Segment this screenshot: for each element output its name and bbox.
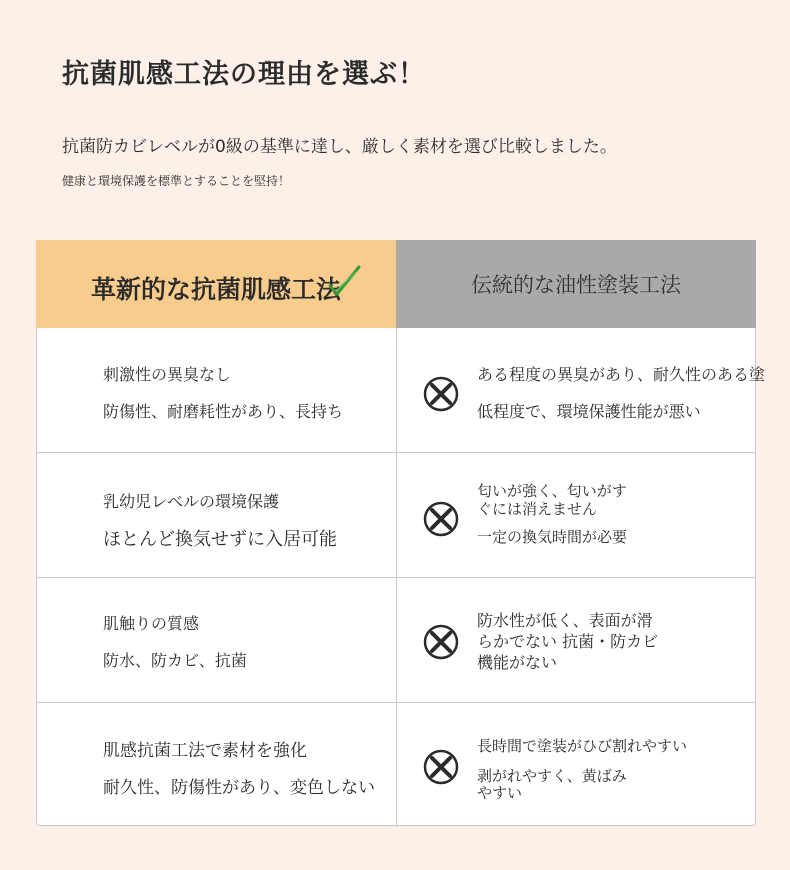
row-innovative-cell [37,328,397,452]
cell-text: 耐久性、防傷性があり、変色しない [103,778,375,798]
header-traditional-label: 伝統的な油性塗装工法 [471,273,681,297]
table-row [37,578,755,703]
row-innovative-cell [37,453,397,577]
header-innovative [36,240,396,328]
page-title: 抗菌肌感工法の理由を選ぶ！ [62,59,426,90]
table-body [36,328,766,826]
cell-text: 匂いが強く、匂いがす [477,482,627,500]
row-innovative-cell [37,703,397,827]
lead-text: 抗菌防カビレベルが0級の基準に達し、厳しく素材を選び比較しました。 [62,137,617,157]
header-innovative-label: 革新的な抗菌肌感工法 [90,275,341,304]
cell-text: 刺激性の異臭なし [103,365,232,384]
x-circle-icon [423,376,459,412]
cell-text: ほとんど換気せずに入居可能 [103,529,337,550]
cell-text: ある程度の異臭があり、耐久性のある塗 [477,365,766,384]
row-traditional-cell [397,328,766,452]
cell-text: 剥がれやすく、黄ばみ [477,767,627,785]
cell-text: 防傷性、耐磨耗性があり、長持ち [103,402,344,421]
table-row [37,453,755,578]
sub-text: 健康と環境保護を標準とすることを堅持！ [62,174,291,188]
cell-text: 一定の換気時間が必要 [477,528,628,546]
cell-text: 防水、防カビ、抗菌 [103,651,247,670]
x-circle-icon [423,624,459,660]
table-row [37,703,755,827]
table-row [37,328,766,453]
row-traditional-cell [397,703,755,827]
cell-text: ぐには消えません [477,500,598,518]
cell-text: 肌触りの質感 [103,614,200,633]
comparison-table [36,240,766,826]
row-traditional-cell [397,453,755,577]
row-traditional-cell [397,578,755,702]
cell-text: 機能がない [477,653,558,672]
cell-text: 乳幼児レベルの環境保護 [103,492,280,511]
check-mark-icon [328,264,362,300]
cell-text: 防水性が低く、表面が滑 [477,611,653,630]
x-circle-icon [423,501,459,537]
cell-text: らかでない 抗菌・防カビ [477,632,659,651]
cell-text: やすい [477,784,523,802]
header-traditional [396,240,756,328]
row-innovative-cell [37,578,397,702]
table-header [36,240,756,328]
cell-text: 肌感抗菌工法で素材を強化 [103,741,307,761]
x-circle-icon [423,749,459,785]
cell-text: 長時間で塗装がひび割れやすい [477,737,688,755]
cell-text: 低程度で、環境保護性能が悪い [477,402,701,421]
